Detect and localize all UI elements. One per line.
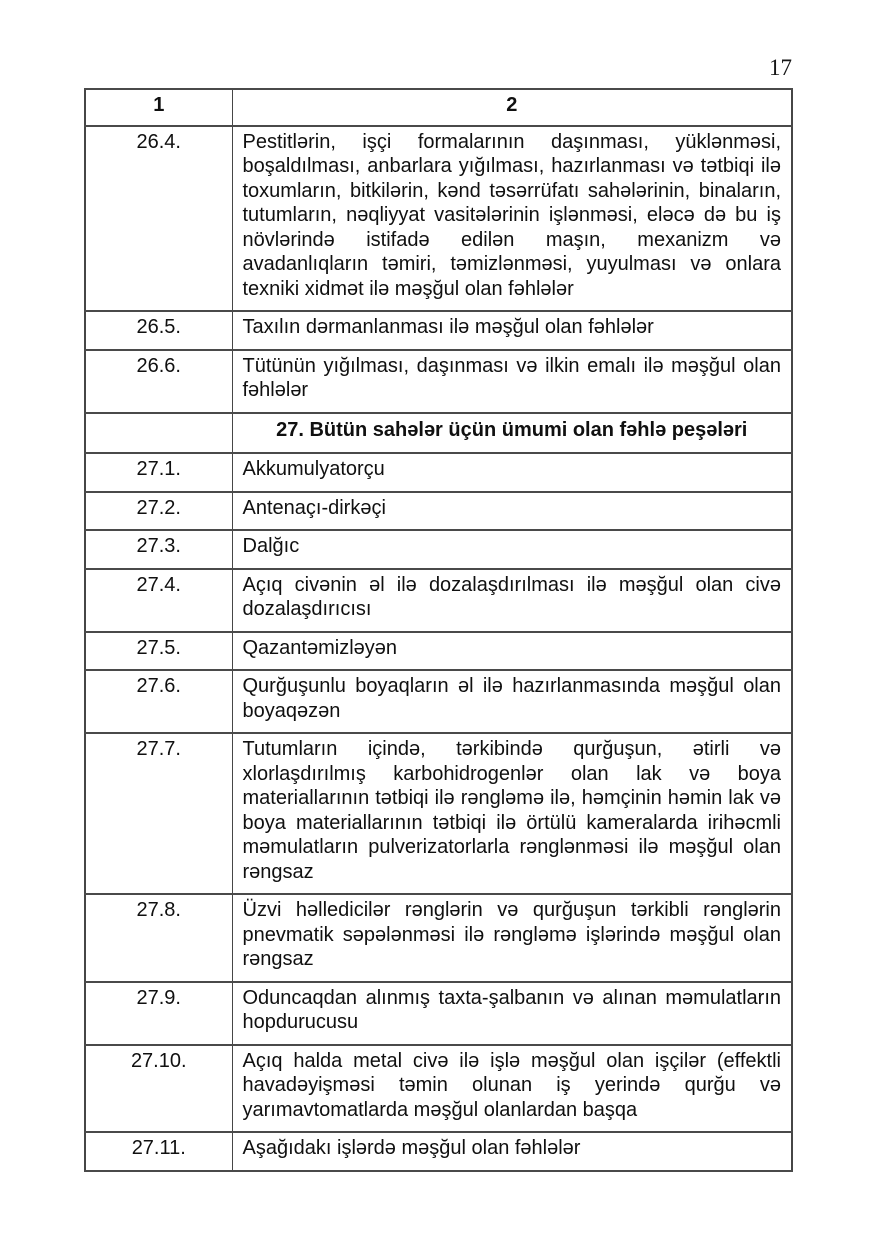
row-number: 27.2.	[85, 492, 232, 531]
row-number: 26.5.	[85, 311, 232, 350]
table-row	[85, 126, 792, 312]
column-header-1: 1	[85, 89, 232, 126]
row-number: 27.11.	[85, 1132, 232, 1171]
row-text: Akkumulyatorçu	[232, 453, 792, 492]
row-text: Antenaçı-dirkəçi	[232, 492, 792, 531]
table-row	[85, 569, 792, 632]
row-number: 27.9.	[85, 982, 232, 1045]
table-row	[85, 530, 792, 569]
row-text: Açıq civənin əl ilə dozalaşdırılması ilə məşğul olan civə dozalaşdırıcısı	[232, 569, 792, 632]
row-text: Qurğuşunlu boyaqların əl ilə hazırlanmasında məşğul olan boyaqəzən	[232, 670, 792, 733]
row-text: Tütünün yığılması, daşınması və ilkin emalı ilə məşğul olan fəhlələr	[232, 350, 792, 413]
row-number: 27.5.	[85, 632, 232, 671]
row-text: Dalğıc	[232, 530, 792, 569]
table-row	[85, 350, 792, 413]
row-text: Qazantəmizləyən	[232, 632, 792, 671]
column-header-2: 2	[232, 89, 792, 126]
row-text: Tutumların içində, tərkibində qurğuşun, ətirli və xlorlaşdırılmış karbohidrogenlər olan lak və boya materiallarının tətbiqi ilə rəngləmə ilə, həmçinin həmin lak və boya materiallarının tətbiqi ilə örtülü kameralarda irihəcmli məmulatların pulverizatorlarla rənglənməsi ilə məşğul olan rəngsaz	[232, 733, 792, 894]
table-row	[85, 1045, 792, 1133]
row-number: 27.7.	[85, 733, 232, 894]
row-text: Pestitlərin, işçi formalarının daşınması, yüklənməsi, boşaldılması, anbarlara yığılması, hazırlanması və tətbiqi ilə toxumların, bitkilərin, kənd təsərrüfatı sahələrinin, binaların, tutumların, nəqliyyat vasitələrinin işlənməsi, eləcə də bu iş növlərində istifadə edilən maşın, mexanizm və avadanlıqların təmiri, təmizlənməsi, yuyulması və onlara texniki xidmət ilə məşğul olan fəhlələr	[232, 126, 792, 312]
table-row	[85, 453, 792, 492]
row-text: Üzvi həlledicilər rənglərin və qurğuşun tərkibli rənglərin pnevmatik səpələnməsi ilə rəngləmə işlərində məşğul olan rəngsaz	[232, 894, 792, 982]
table-row	[85, 311, 792, 350]
table-row	[85, 413, 792, 454]
table-header-row	[85, 89, 792, 126]
row-number: 27.3.	[85, 530, 232, 569]
row-text: Oduncaqdan alınmış taxta-şalbanın və alınan məmulatların hopdurucusu	[232, 982, 792, 1045]
row-number: 27.4.	[85, 569, 232, 632]
table-row	[85, 1132, 792, 1171]
professions-table	[84, 88, 793, 1172]
row-number: 27.8.	[85, 894, 232, 982]
row-text: Aşağıdakı işlərdə məşğul olan fəhlələr	[232, 1132, 792, 1171]
table-row	[85, 492, 792, 531]
table-row	[85, 733, 792, 894]
row-number: 27.10.	[85, 1045, 232, 1133]
row-number: 26.4.	[85, 126, 232, 312]
table-row	[85, 894, 792, 982]
row-text: Taxılın dərmanlanması ilə məşğul olan fəhlələr	[232, 311, 792, 350]
section-header: 27. Bütün sahələr üçün ümumi olan fəhlə peşələri	[232, 413, 792, 454]
row-number: 26.6.	[85, 350, 232, 413]
table-row	[85, 670, 792, 733]
row-number	[85, 413, 232, 454]
row-text: Açıq halda metal civə ilə işlə məşğul olan işçilər (effektli havadəyişməsi təmin olunan iş yerində qurğu və yarımavtomatlarda məşğul olanlardan başqa	[232, 1045, 792, 1133]
table-row	[85, 632, 792, 671]
row-number: 27.1.	[85, 453, 232, 492]
page-number: 17	[769, 55, 792, 80]
row-number: 27.6.	[85, 670, 232, 733]
table-body	[85, 126, 792, 1171]
table-row	[85, 982, 792, 1045]
